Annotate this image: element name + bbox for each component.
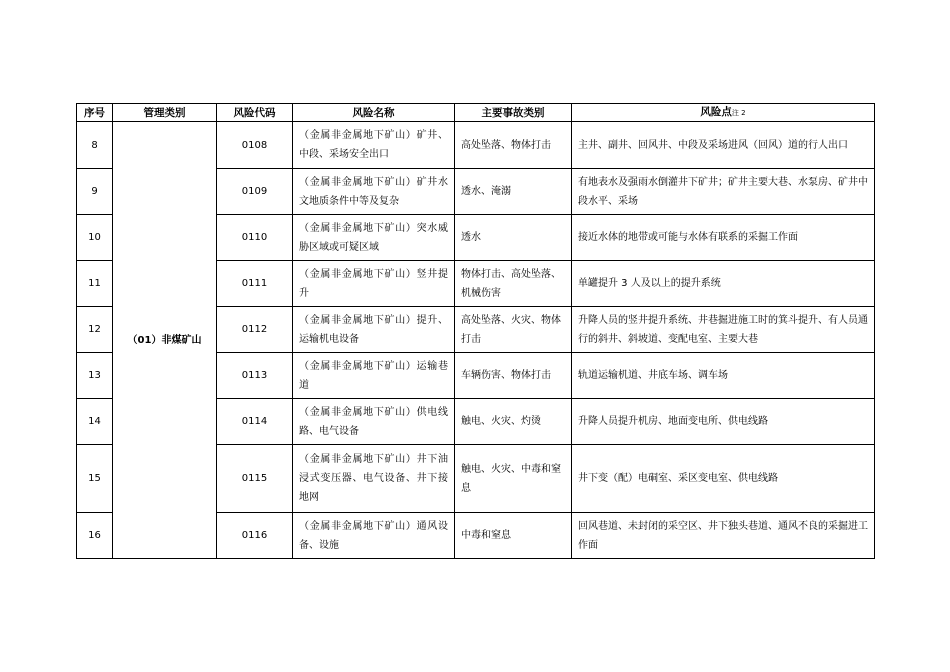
risk-code: 0112 [217, 307, 293, 353]
row-no: 13 [77, 353, 113, 399]
risk-point: 有地表水及强雨水倒灌井下矿井；矿井主要大巷、水泵房、矿井中段水平、采场 [572, 169, 875, 215]
accident-type: 高处坠落、物体打击 [455, 122, 572, 169]
accident-type: 触电、火灾、中毒和窒息 [455, 445, 572, 513]
risk-name: （金属非金属地下矿山）通风设备、设施 [293, 513, 455, 559]
row-no: 16 [77, 513, 113, 559]
header-name: 风险名称 [293, 104, 455, 122]
header-no: 序号 [77, 104, 113, 122]
category-cell: （01）非煤矿山 [113, 122, 217, 559]
accident-type: 透水 [455, 215, 572, 261]
accident-type: 高处坠落、火灾、物体打击 [455, 307, 572, 353]
header-code: 风险代码 [217, 104, 293, 122]
risk-name: （金属非金属地下矿山）井下油浸式变压器、电气设备、井下接地网 [293, 445, 455, 513]
risk-point: 单罐提升 3 人及以上的提升系统 [572, 261, 875, 307]
row-no: 12 [77, 307, 113, 353]
risk-code: 0113 [217, 353, 293, 399]
row-no: 9 [77, 169, 113, 215]
risk-code: 0111 [217, 261, 293, 307]
accident-type: 触电、火灾、灼烫 [455, 399, 572, 445]
row-no: 10 [77, 215, 113, 261]
risk-point: 回风巷道、未封闭的采空区、井下独头巷道、通风不良的采掘进工作面 [572, 513, 875, 559]
risk-code: 0109 [217, 169, 293, 215]
row-no: 15 [77, 445, 113, 513]
risk-name: （金属非金属地下矿山）矿井水文地质条件中等及复杂 [293, 169, 455, 215]
accident-type: 物体打击、高处坠落、机械伤害 [455, 261, 572, 307]
risk-table [76, 103, 875, 559]
risk-point: 轨道运输机道、井底车场、调车场 [572, 353, 875, 399]
risk-code: 0114 [217, 399, 293, 445]
risk-name: （金属非金属地下矿山）突水威胁区域或可疑区域 [293, 215, 455, 261]
header-point-note: 注 2 [731, 109, 746, 117]
header-point [572, 104, 875, 122]
risk-name: （金属非金属地下矿山）提升、运输机电设备 [293, 307, 455, 353]
accident-type: 车辆伤害、物体打击 [455, 353, 572, 399]
risk-name: （金属非金属地下矿山）矿井、中段、采场安全出口 [293, 122, 455, 169]
risk-code: 0110 [217, 215, 293, 261]
risk-point: 井下变（配）电硐室、采区变电室、供电线路 [572, 445, 875, 513]
risk-point: 主井、副井、回风井、中段及采场进风（回风）道的行人出口 [572, 122, 875, 169]
risk-point: 升降人员提升机房、地面变电所、供电线路 [572, 399, 875, 445]
risk-code: 0108 [217, 122, 293, 169]
header-category: 管理类别 [113, 104, 217, 122]
risk-name: （金属非金属地下矿山）供电线路、电气设备 [293, 399, 455, 445]
row-no: 11 [77, 261, 113, 307]
table-header-row [77, 104, 875, 122]
header-point-label: 风险点 [700, 106, 732, 118]
header-accident: 主要事故类别 [455, 104, 572, 122]
row-no: 14 [77, 399, 113, 445]
risk-name: （金属非金属地下矿山）运输巷道 [293, 353, 455, 399]
risk-name: （金属非金属地下矿山）竖井提升 [293, 261, 455, 307]
risk-code: 0115 [217, 445, 293, 513]
risk-code: 0116 [217, 513, 293, 559]
risk-point: 接近水体的地带或可能与水体有联系的采掘工作面 [572, 215, 875, 261]
risk-point: 升降人员的竖井提升系统、井巷掘进施工时的箕斗提升、有人员通行的斜井、斜坡道、变配电室、主要大巷 [572, 307, 875, 353]
row-no: 8 [77, 122, 113, 169]
accident-type: 中毒和窒息 [455, 513, 572, 559]
accident-type: 透水、淹溺 [455, 169, 572, 215]
table-row [77, 122, 875, 169]
